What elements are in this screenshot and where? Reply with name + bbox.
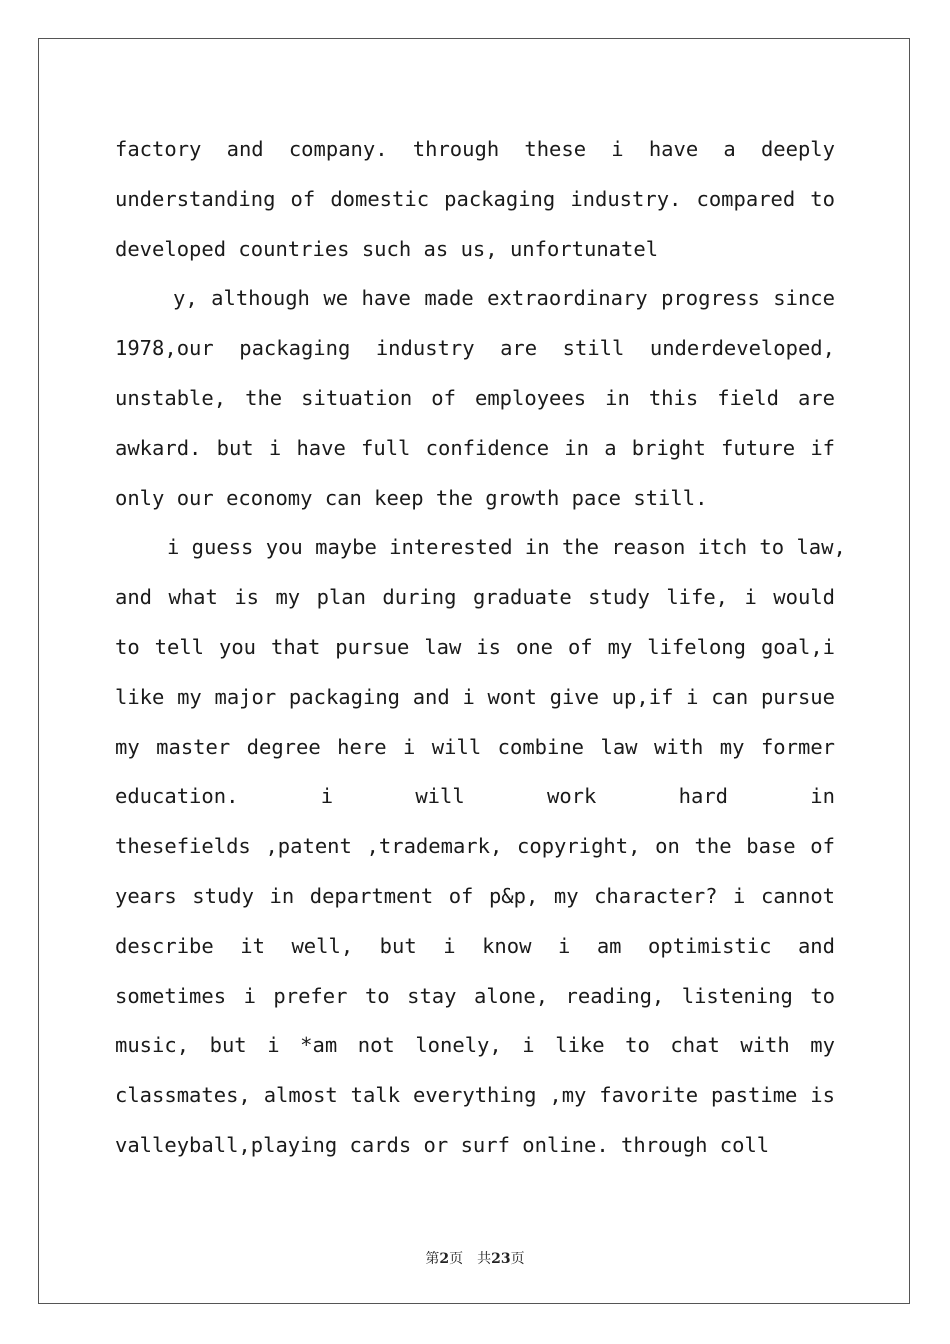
text-line-2: understanding of domestic packaging industry. compared to bbox=[115, 186, 835, 211]
text-line-9: i guess you maybe interested in the reason itch to law, bbox=[167, 535, 846, 560]
page-prefix: 第 bbox=[425, 1251, 440, 1267]
text-line-15: thesefields ,patent ,trademark, copyright, on the base of bbox=[115, 834, 835, 859]
body-text bbox=[115, 125, 846, 1171]
total-pages: 23 bbox=[491, 1251, 511, 1267]
text-line-4: y, although we have made extraordinary progress since bbox=[173, 286, 835, 311]
text-line-16: years study in department of p&p, my character? i cannot bbox=[115, 883, 835, 908]
page-number: 2 bbox=[439, 1251, 450, 1267]
page-suffix: 页 bbox=[449, 1251, 464, 1267]
text-line-19: music, but i *am not lonely, i like to chat with my bbox=[115, 1033, 835, 1058]
text-line-7: awkard. but i have full confidence in a bright future if bbox=[115, 435, 835, 460]
text-line-6: unstable, the situation of employees in this field are bbox=[115, 385, 835, 410]
text-line-13: my master degree here i will combine law with my former bbox=[115, 734, 835, 759]
text-line-5: 1978,our packaging industry are still underdeveloped, bbox=[115, 336, 835, 361]
text-line-10: and what is my plan during graduate study life, i would bbox=[115, 585, 835, 610]
text-line-12: like my major packaging and i wont give up,if i can pursue bbox=[115, 684, 835, 709]
total-suffix: 页 bbox=[510, 1251, 525, 1267]
text-line-11: to tell you that pursue law is one of my lifelong goal,i bbox=[115, 634, 835, 659]
text-line-18: sometimes i prefer to stay alone, reading, listening to bbox=[115, 983, 835, 1008]
text-line-1: factory and company. through these i have a deeply bbox=[115, 137, 835, 161]
total-prefix: 共 bbox=[477, 1251, 492, 1267]
text-line-21: valleyball,playing cards or surf online. through coll bbox=[115, 1132, 770, 1157]
text-line-20: classmates, almost talk everything ,my favorite pastime is bbox=[115, 1083, 835, 1108]
page-footer bbox=[0, 1248, 950, 1268]
text-line-14: education. i will work hard in bbox=[115, 784, 835, 809]
text-line-17: describe it well, but i know i am optimistic and bbox=[115, 933, 835, 958]
text-line-8: only our economy can keep the growth pace still. bbox=[115, 485, 708, 510]
text-line-3: developed countries such as us, unfortunatel bbox=[115, 236, 659, 261]
